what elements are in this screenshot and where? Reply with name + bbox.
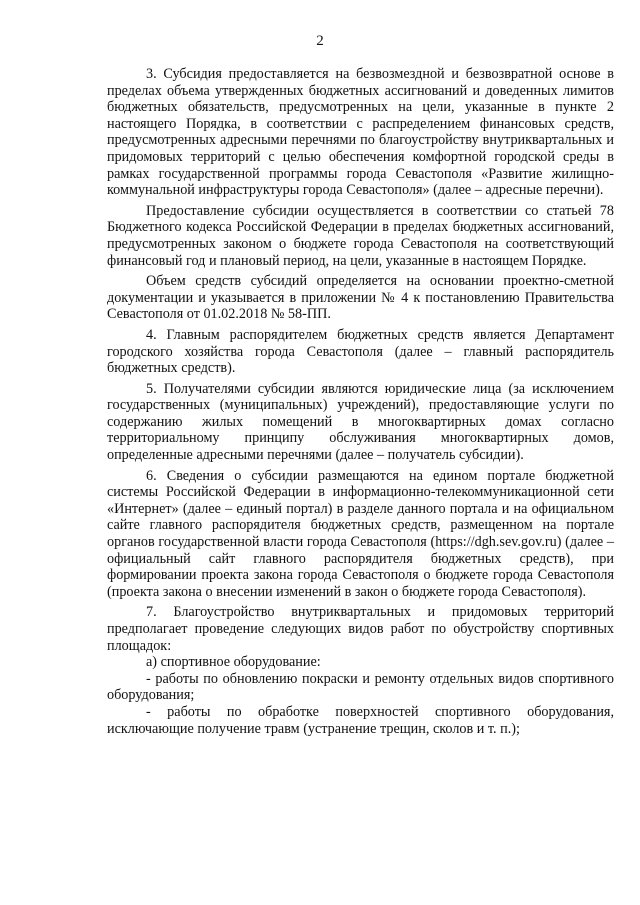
document-body [107, 66, 614, 737]
paragraph-subsidy-volume: Объем средств субсидий определяется на основании проектно-сметной документации и указывается в приложении № 4 к постановлению Правительства Севастополя от 01.02.2018 № 58-ПП. [107, 273, 614, 323]
paragraph-recipients: 5. Получателями субсидии являются юридические лица (за исключением государственных (муниципальных) учреждений), предоставляющие услуги по содержанию жилых помещений в многоквартирных домах согласно территориальному принципу обслуживания многоквартирных домов, определенные адресными перечнями (далее – получатель субсидии). [107, 380, 614, 464]
page-number: 2 [316, 33, 324, 49]
paragraph-landscaping-works: 7. Благоустройство внутриквартальных и придомовых территорий предполагает проведение следующих видов работ по обустройству спортивных площадок: [107, 604, 614, 654]
list-item-painting-repair: - работы по обновлению покраски и ремонту отдельных видов спортивного оборудования; [107, 670, 614, 704]
paragraph-subsidy-basis: 3. Субсидия предоставляется на безвозмездной и безвозвратной основе в пределах объема утвержденных бюджетных ассигнований и доведенных лимитов бюджетных обязательств, предусмотренных на цели, указанные в пункте 2 настоящего Порядка, в соответствии с распределением финансовых средств, предусмотренных адресными перечнями по благоустройству внутриквартальных и придомовых территорий с целью обеспечения комфортной городской среды в рамках государственной программы города Севастополя «Развитие жилищно-коммунальной инфраструктуры города Севастополя» (далее – адресные перечни). [107, 66, 614, 199]
list-item-surface-treatment: - работы по обработке поверхностей спортивного оборудования, исключающие получение травм (устранение трещин, сколов и т. п.); [107, 703, 614, 737]
paragraph-information-posting: 6. Сведения о субсидии размещаются на едином портале бюджетной системы Российской Федерации в информационно-телекоммуникационной сети «Интернет» (далее – единый портал) в разделе данного портала и на официальном сайте главного распорядителя бюджетных средств, размещенном на портале органов государственной власти города Севастополя (https://dgh.sev.gov.ru) (далее – официальный сайт главного распорядителя бюджетных средств), при формировании проекта закона города Севастополя о бюджете города Севастополя (проекта закона о внесении изменений в закон о бюджете города Севастополя). [107, 467, 614, 600]
paragraph-subsidy-provision: Предоставление субсидии осуществляется в соответствии со статьей 78 Бюджетного кодекса Российской Федерации в пределах бюджетных ассигнований, предусмотренных законом о бюджете города Севастополя на соответствующий финансовый год и плановый период, на цели, указанные в настоящем Порядке. [107, 202, 614, 269]
paragraph-main-administrator: 4. Главным распорядителем бюджетных средств является Департамент городского хозяйства города Севастополя (далее – главный распорядитель бюджетных средств). [107, 326, 614, 377]
list-item-sports-equipment: а) спортивное оборудование: [146, 654, 321, 671]
